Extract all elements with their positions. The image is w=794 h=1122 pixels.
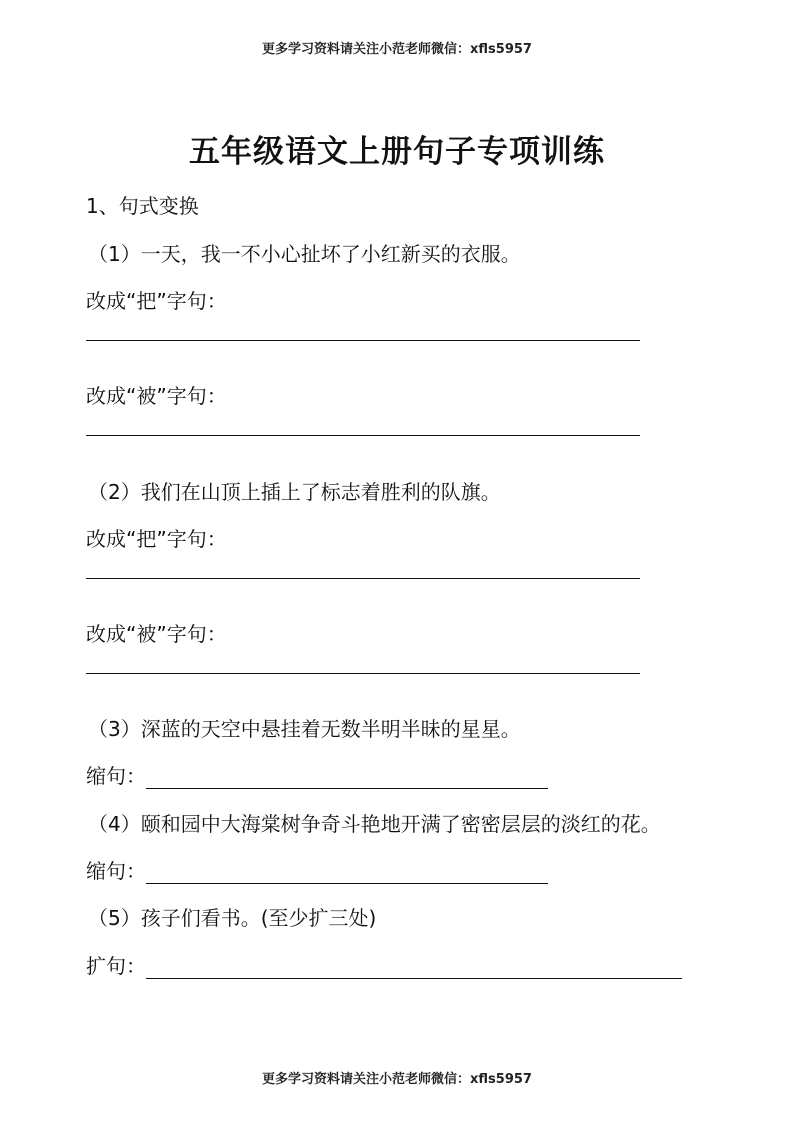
question-3: （3）深蓝的天空中悬挂着无数半明半昧的星星。 bbox=[88, 717, 521, 741]
q4-answer-line[interactable] bbox=[146, 861, 548, 884]
footer-note: 更多学习资料请关注小范老师微信：xfls5957 bbox=[262, 1072, 532, 1087]
q1-bei-prompt: 改成“被”字句： bbox=[86, 384, 227, 408]
q5-expand-row bbox=[86, 953, 682, 979]
q1-bei-answer-line[interactable] bbox=[86, 435, 640, 436]
page-title: 五年级语文上册句子专项训练 bbox=[189, 134, 605, 170]
question-2: （2）我们在山顶上插上了标志着胜利的队旗。 bbox=[88, 480, 501, 504]
q1-ba-answer-line[interactable] bbox=[86, 340, 640, 341]
q4-shorten-prompt: 缩句： bbox=[86, 859, 146, 883]
q2-bei-answer-line[interactable] bbox=[86, 673, 640, 674]
header-note: 更多学习资料请关注小范老师微信：xfls5957 bbox=[262, 42, 532, 57]
q3-shorten-prompt: 缩句： bbox=[86, 764, 146, 788]
question-5: （5）孩子们看书。(至少扩三处) bbox=[88, 906, 377, 930]
q4-shorten-row bbox=[86, 858, 548, 884]
section-heading: 1、句式变换 bbox=[86, 194, 199, 218]
q3-answer-line[interactable] bbox=[146, 766, 548, 789]
q5-expand-prompt: 扩句： bbox=[86, 954, 146, 978]
q5-answer-line[interactable] bbox=[146, 956, 682, 979]
q1-ba-prompt: 改成“把”字句： bbox=[86, 289, 227, 313]
q2-ba-prompt: 改成“把”字句： bbox=[86, 527, 227, 551]
q3-shorten-row bbox=[86, 763, 548, 789]
question-1: （1）一天，我一不小心扯坏了小红新买的衣服。 bbox=[88, 242, 521, 266]
q2-ba-answer-line[interactable] bbox=[86, 578, 640, 579]
q2-bei-prompt: 改成“被”字句： bbox=[86, 622, 227, 646]
question-4: （4）颐和园中大海棠树争奇斗艳地开满了密密层层的淡红的花。 bbox=[88, 812, 661, 836]
